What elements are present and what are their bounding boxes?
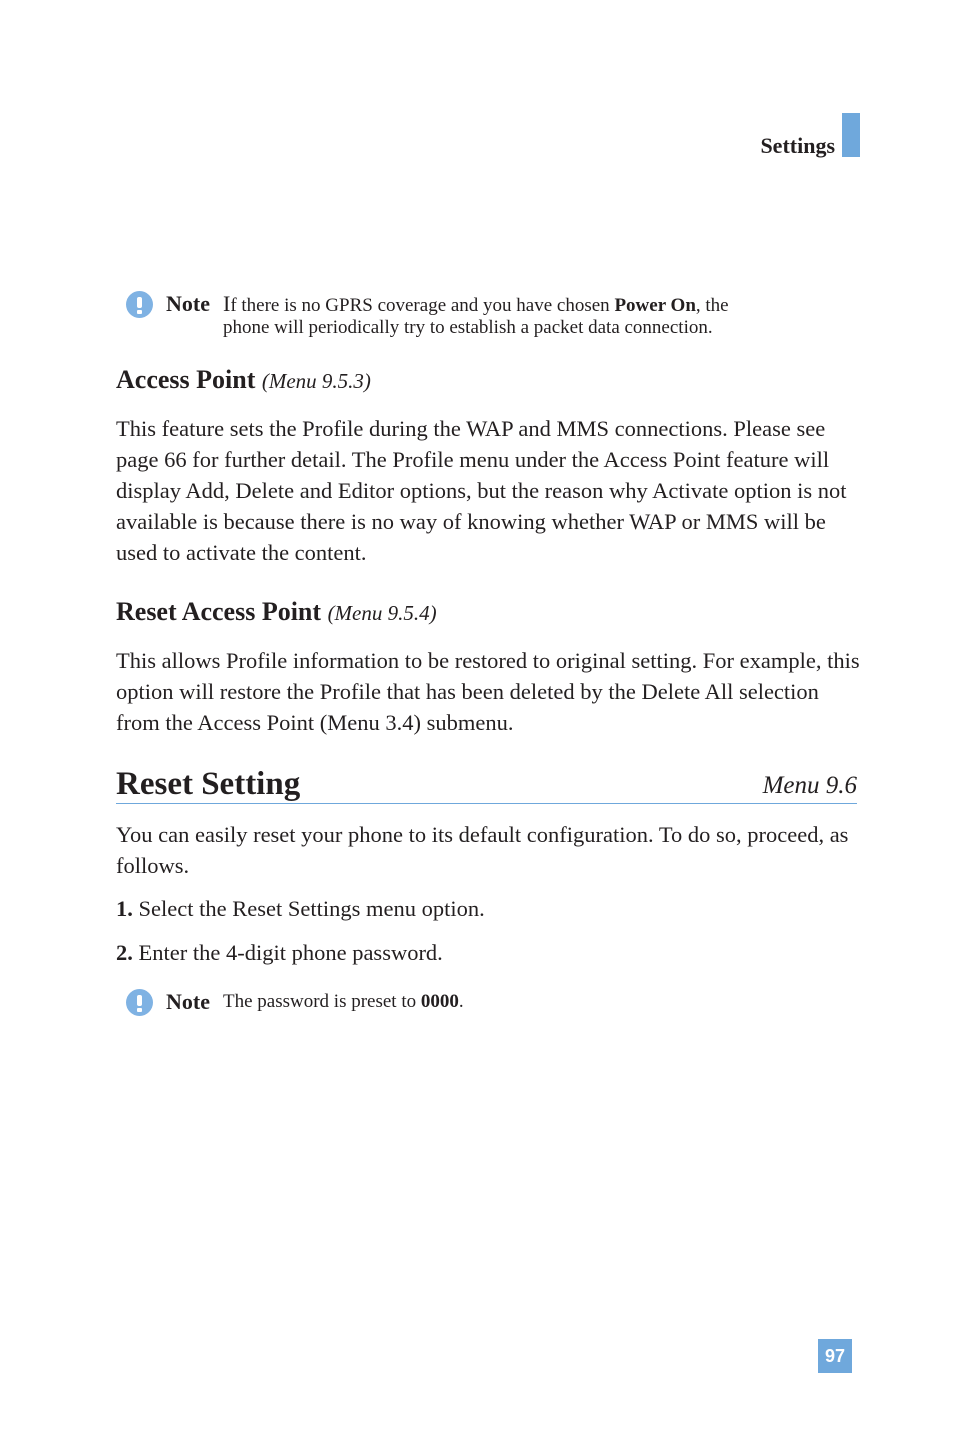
step-number: 1. <box>116 896 133 921</box>
step-item <box>116 893 485 924</box>
running-header-title: Settings <box>760 133 835 158</box>
reset-setting-heading <box>116 763 857 804</box>
note-label: Note <box>166 291 210 316</box>
access-point-heading: Access Point (Menu 9.5.3) <box>116 365 371 394</box>
reset-setting-intro: You can easily reset your phone to its default configuration. To do so, proceed, as follows. <box>116 822 849 878</box>
step-text: Select the Reset Settings menu option. <box>132 896 485 921</box>
note-gprs <box>126 290 729 339</box>
reset-access-point-body: This allows Profile information to be restored to original setting. For example, this option will restore the Profile that has been deleted by the Delete All selection from the Access Point (Menu 3.4) submenu. <box>116 648 860 735</box>
step-item <box>116 937 443 968</box>
step-number: 2. <box>116 940 133 965</box>
page-number: 97 <box>818 1339 852 1373</box>
note-password <box>126 988 464 1016</box>
default-password: 0000 <box>420 991 459 1012</box>
access-point-menu-ref: (Menu 9.5.3) <box>261 369 371 393</box>
note-text: If there is no GPRS coverage and you have chosen Power On, the phone will periodically try to establish a packet data connection. <box>222 291 729 338</box>
exclamation-icon <box>126 291 153 318</box>
reset-access-point-heading: Reset Access Point (Menu 9.5.4) <box>116 597 437 626</box>
access-point-body: This feature sets the Profile during the WAP and MMS connections. Please see page 66 for further detail. The Profile menu under the Access Point feature will display Add, Delete and Editor options, but the reason why Activate option is not available is because there is no way of knowing whether WAP or MMS will be used to activate the content. <box>116 416 847 565</box>
exclamation-icon <box>126 989 153 1016</box>
note-text: The password is preset to 0000. <box>222 991 464 1012</box>
reset-setting-title: Reset Setting <box>116 766 301 802</box>
step-text: Enter the 4-digit phone password. <box>132 940 443 965</box>
reset-access-point-menu-ref: (Menu 9.5.4) <box>327 601 437 625</box>
header-tab-marker <box>842 113 860 157</box>
reset-setting-menu-ref: Menu 9.6 <box>762 772 857 799</box>
power-on-term: Power On <box>614 295 696 316</box>
note-label: Note <box>166 989 210 1014</box>
